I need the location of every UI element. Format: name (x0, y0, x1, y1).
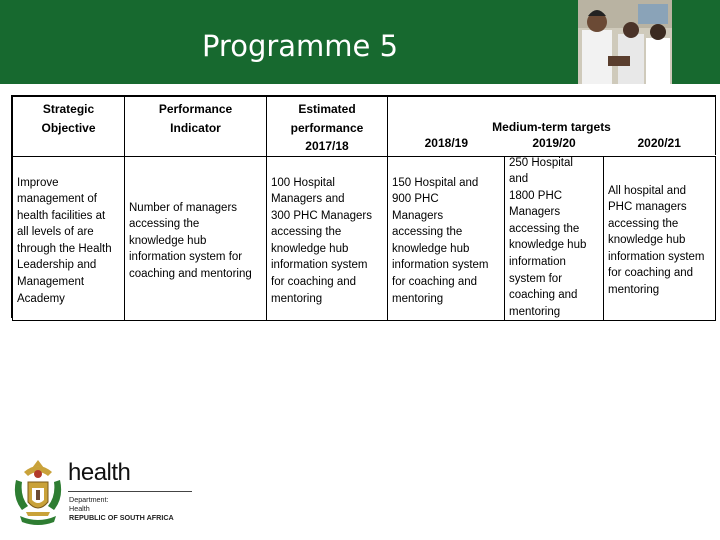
header-text-line: Estimated (298, 102, 356, 116)
cell-line: information system (608, 250, 705, 263)
cell-line: PHC managers (608, 201, 687, 214)
cell-line: mentoring (392, 292, 444, 305)
cell-line: 250 Hospital (509, 156, 573, 169)
health-wordmark: health (68, 459, 131, 486)
cell-line: management of (17, 193, 97, 206)
cell-line: information system for (129, 251, 243, 264)
header-performance-indicator (125, 97, 267, 157)
cell-line: coaching and mentoring (129, 267, 252, 280)
cell-line: Management (17, 276, 85, 289)
year-2018-19: 2018/19 (424, 135, 469, 150)
cell-line: for coaching and (608, 267, 694, 280)
cell-line: Academy (17, 292, 65, 305)
country-line: REPUBLIC OF SOUTH AFRICA (69, 513, 174, 522)
cell-line: accessing the (271, 226, 342, 239)
cell-line: through the Health (17, 242, 112, 255)
cell-line: accessing the (509, 222, 580, 235)
cell-line: mentoring (509, 305, 561, 318)
cell-target-2018-19 (388, 156, 505, 321)
cell-line: 1800 PHC (509, 189, 563, 202)
cell-line: information system (271, 259, 368, 272)
header-text-line: Strategic (42, 102, 95, 116)
cell-line: and (509, 173, 529, 186)
cell-line: for coaching and (392, 276, 478, 289)
header-strategic-objective (13, 97, 125, 157)
dept-line: Department: (69, 495, 109, 504)
cell-target-2020-21 (604, 156, 716, 321)
cell-line: for coaching and (271, 276, 357, 289)
dept-line: Health (69, 504, 90, 513)
cell-line: All hospital and (608, 184, 686, 197)
header-estimated-performance (267, 97, 388, 157)
cell-line: system for (509, 272, 563, 285)
targets-table (11, 95, 716, 318)
cell-line: 300 PHC Managers (271, 209, 372, 222)
cell-line: accessing the (129, 218, 200, 231)
year-headers (388, 134, 715, 153)
header-text-line: Performance (158, 102, 233, 116)
header-text-line: Medium-term targets (492, 120, 611, 134)
cell-line: knowledge hub (129, 234, 207, 247)
cell-estimated-performance (267, 156, 388, 321)
year-2020-21: 2020/21 (637, 135, 681, 150)
header-text-line: Objective (41, 120, 96, 135)
title-banner (0, 0, 720, 84)
cell-line: Leadership and (17, 259, 97, 272)
cell-line: Number of managers (129, 201, 238, 214)
cell-line: 150 Hospital and (392, 176, 479, 189)
cell-line: all levels of are (17, 226, 94, 239)
cell-line: coaching and (509, 289, 578, 302)
cell-line: health facilities at (17, 209, 106, 222)
header-text-line: 2017/18 (305, 139, 349, 153)
cell-line: information system (392, 259, 489, 272)
header-photo (578, 0, 672, 84)
cell-line: Improve (17, 176, 59, 189)
cell-line: knowledge hub (509, 239, 587, 252)
cell-line: Managers (392, 209, 444, 222)
cell-line: accessing the (608, 217, 679, 230)
cell-line: knowledge hub (392, 242, 470, 255)
cell-line: 100 Hospital (271, 176, 335, 189)
cell-line: 900 PHC (392, 193, 439, 206)
cell-line: mentoring (608, 284, 660, 297)
department-label (69, 495, 174, 522)
cell-strategic-objective (13, 156, 125, 321)
cell-target-2019-20 (505, 156, 604, 321)
header-text-line: Indicator (170, 120, 221, 135)
cell-line: knowledge hub (608, 234, 686, 247)
cell-performance-indicator (125, 156, 267, 321)
page-title: Programme 5 (201, 29, 399, 63)
cell-line: mentoring (271, 292, 323, 305)
cell-line: Managers and (271, 193, 345, 206)
header-medium-term-targets (388, 97, 716, 156)
cell-line: knowledge hub (271, 242, 349, 255)
cell-line: Managers (509, 206, 561, 219)
logo-divider (68, 491, 192, 492)
header-text-line: performance (290, 120, 364, 135)
cell-line: information (509, 256, 566, 269)
coat-of-arms-icon (10, 458, 66, 532)
cell-line: accessing the (392, 226, 463, 239)
year-2019-20: 2019/20 (532, 135, 576, 150)
